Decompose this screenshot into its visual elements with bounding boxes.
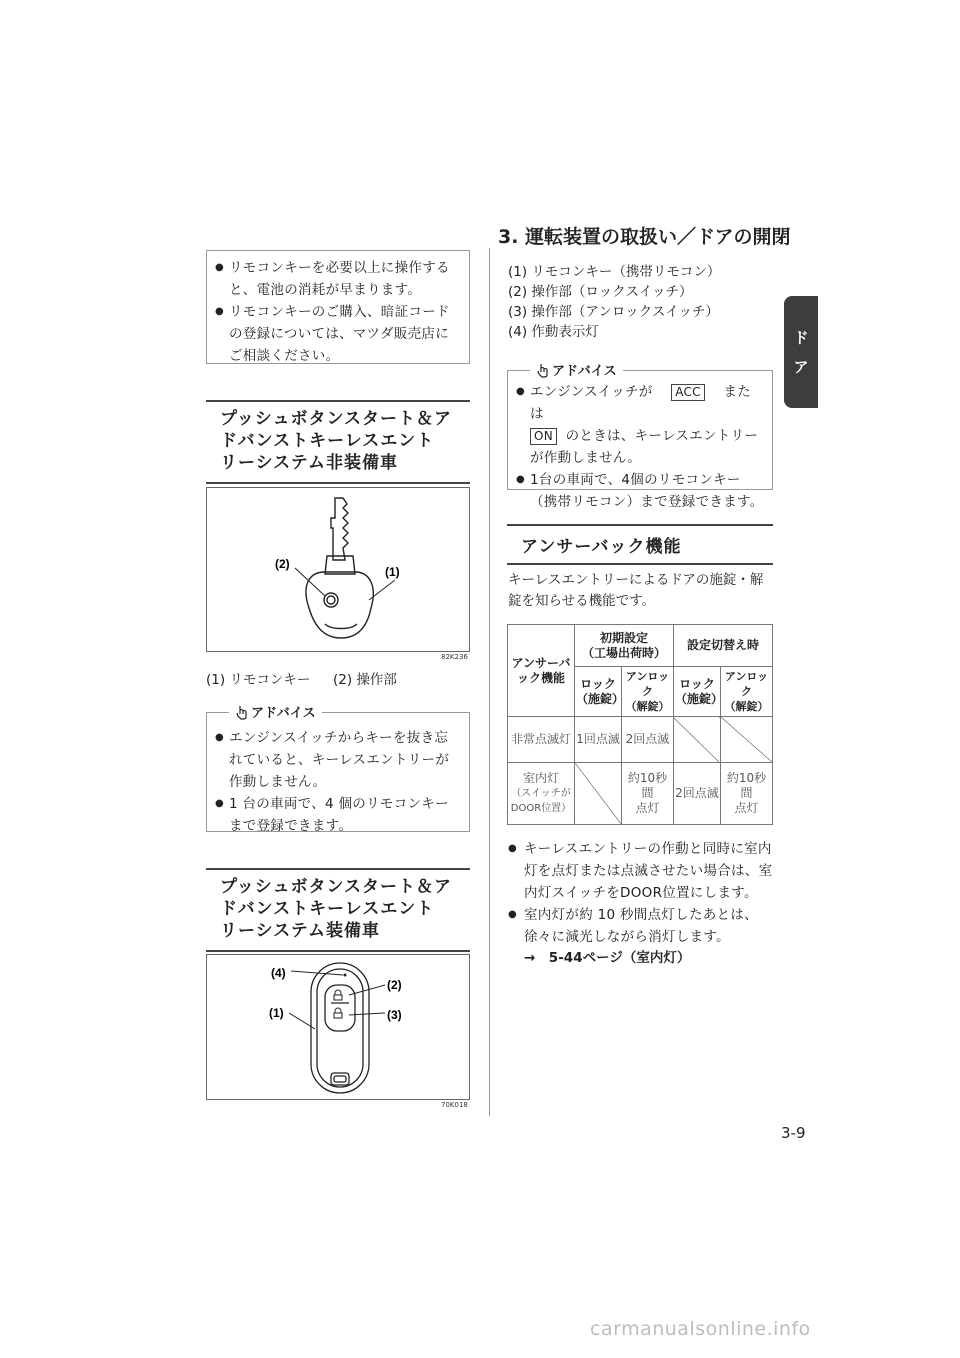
figure1-caption-2: (2) 操作部: [333, 672, 397, 688]
figure2-label-4: (4): [271, 966, 286, 980]
row-hazard-change-lock: [673, 717, 720, 763]
row-hazard-unlock: 2回点滅: [622, 717, 674, 763]
advice2-item1-pre: エンジンスイッチが: [530, 384, 653, 400]
advice-label-2-text: アドバイス: [552, 364, 617, 379]
row-room-label: [508, 763, 575, 825]
page-header: 3. 運転装置の取扱い／ドアの開閉: [498, 226, 791, 248]
section2-heading-line-2: ドバンストキーレスエント: [220, 899, 435, 919]
row-room-change-unlock-1: 約10秒間: [726, 771, 767, 800]
col-unlock-change-2: （解錠）: [724, 700, 769, 713]
col-lock-initial: [575, 667, 625, 717]
col-unlock-change: [721, 667, 773, 717]
section1-heading-line-3: リーシステム非装備車: [220, 453, 398, 473]
answerback-ref-link[interactable]: → 5-44ページ（室内灯）: [524, 950, 691, 966]
parts-list: [508, 262, 778, 342]
figure1-code: 82K236: [441, 653, 468, 661]
answerback-table: [507, 624, 773, 825]
parts-item-3: (3) 操作部（アンロックスイッチ）: [508, 304, 719, 320]
parts-item-1: (1) リモコンキー（携帯リモコン）: [508, 264, 721, 280]
row-hazard-label: 非常点滅灯: [508, 717, 575, 763]
advice-label-1-text: アドバイス: [251, 706, 316, 721]
col-lock-change: [673, 667, 723, 717]
figure2-label-3: (3): [387, 1008, 402, 1022]
smart-key-figure: [206, 954, 470, 1100]
section1-heading-line-2: ドバンストキーレスエント: [220, 431, 435, 451]
row-room-change-lock: 2回点滅: [673, 763, 720, 825]
hand-icon: [235, 704, 249, 720]
note-item-1: ● リモコンキーを必要以上に操作すると、電池の消耗が早まります。: [215, 257, 461, 301]
table-header-change: 設定切替え時: [673, 625, 772, 667]
advice2-item1-mid: または: [530, 384, 752, 422]
row-room-label-1: 室内灯: [522, 771, 559, 785]
side-tab-char-1: ド: [793, 329, 809, 347]
hand-icon: [536, 362, 550, 378]
table-header-initial-1: 初期設定: [599, 630, 648, 645]
advice2-item1-post: のときは、キーレスエントリーが作動しません。: [530, 428, 759, 466]
table-header-initial: [575, 625, 674, 667]
table-header-answer: アンサーバック機能: [508, 625, 575, 717]
row-room-lock: [575, 763, 622, 825]
table-header-initial-2: （工場出荷時）: [581, 645, 666, 660]
col-unlock-change-1: アンロック: [724, 670, 769, 698]
advice-label-1: [229, 702, 322, 721]
smart-key-illustration: [207, 955, 469, 1099]
key-illustration: [207, 488, 469, 651]
parts-item-2: (2) 操作部（ロックスイッチ）: [508, 284, 693, 300]
column-divider: [489, 248, 490, 1116]
section2-heading-line-3: リーシステム装備車: [220, 921, 380, 941]
section1-heading-line-1: プッシュボタンスタート＆ア: [220, 409, 452, 429]
figure2-label-1: (1): [269, 1006, 284, 1020]
advice2-item-2: ● 1台の車両で、4個のリモコンキー（携帯リモコン）まで登録できます。: [516, 469, 764, 513]
row-hazard-change-unlock: [721, 717, 773, 763]
answerback-intro: キーレスエントリーによるドアの施錠・解錠を知らせる機能です。: [508, 572, 764, 609]
advice2-item-1: [516, 381, 764, 469]
page-number: 3-9: [781, 1124, 806, 1142]
advice1-item-2: ● 1 台の車両で、4 個のリモコンキーまで登録できます。: [215, 793, 461, 837]
key-figure: [206, 487, 470, 652]
note-box: [206, 250, 470, 364]
note-item-2: ● リモコンキーのご購入、暗証コードの登録については、マツダ販売店にご相談ください。: [215, 301, 461, 367]
acc-key: ACC: [671, 384, 705, 401]
answerback-heading: アンサーバック機能: [507, 524, 773, 565]
row-room-label-3: DOOR位置）: [510, 803, 572, 814]
figure2-label-2: (2): [387, 978, 402, 992]
advice1-item-1: ● エンジンスイッチからキーを抜き忘れていると、キーレスエントリーが作動しません。: [215, 727, 461, 793]
figure1-label-2: (2): [275, 557, 290, 571]
row-room-label-2: （スイッチが: [511, 788, 571, 799]
answerback-notes: [508, 838, 774, 969]
row-room-change-unlock: [721, 763, 773, 825]
side-tab-char-2: ア: [793, 358, 809, 376]
watermark: carmanualsonline.info: [590, 1318, 811, 1340]
row-room-change-unlock-2: 点灯: [734, 801, 759, 815]
col-unlock-initial-1: アンロック: [625, 670, 670, 698]
advice-box-2: [507, 364, 773, 510]
section2-heading: [206, 868, 470, 952]
advice-label-2: [530, 360, 623, 379]
parts-item-4: (4) 作動表示灯: [508, 324, 599, 340]
advice-box-1: [206, 706, 470, 834]
figure1-label-1: (1): [385, 565, 400, 579]
answerback-note-2: ● 室内灯が約 10 秒間点灯したあとは、徐々に減光しながら消灯します。: [508, 904, 774, 948]
answerback-note-1: ● キーレスエントリーの作動と同時に室内灯を点灯または点滅させたい場合は、室内灯スイッチをDOOR位置にします。: [508, 838, 774, 904]
col-unlock-initial-2: （解錠）: [625, 700, 670, 713]
figure1-caption-1: (1) リモコンキー: [206, 672, 311, 688]
section2-heading-line-1: プッシュボタンスタート＆ア: [220, 877, 452, 897]
on-key: ON: [530, 428, 557, 445]
section1-heading: [206, 400, 470, 484]
figure2-code: 70K018: [441, 1101, 468, 1109]
col-lock-change-2: （施錠）: [674, 691, 723, 706]
row-room-unlock-2: 点灯: [635, 801, 660, 815]
side-tab[interactable]: [784, 296, 818, 408]
row-room-unlock-1: 約10秒間: [627, 771, 668, 800]
col-lock-initial-1: ロック: [580, 676, 616, 691]
row-hazard-lock: 1回点滅: [575, 717, 622, 763]
row-room-unlock: [622, 763, 674, 825]
col-unlock-initial: [622, 667, 674, 717]
col-lock-initial-2: （施錠）: [576, 691, 625, 706]
col-lock-change-1: ロック: [679, 676, 715, 691]
